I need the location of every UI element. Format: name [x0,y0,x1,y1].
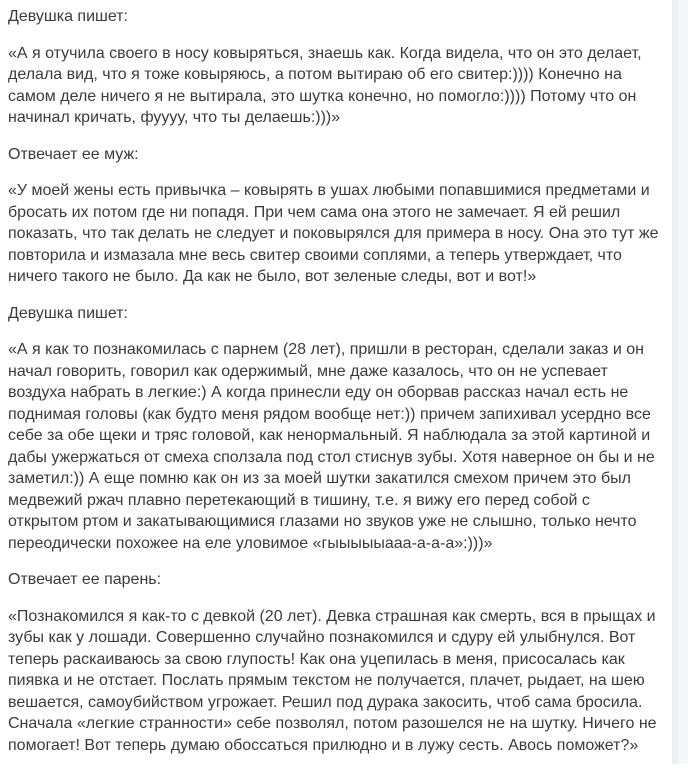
forum-post [8,6,660,129]
post-author-label: Девушка пишет: [8,8,128,25]
forum-post [8,303,660,555]
post-author-label: Девушка пишет: [8,304,128,322]
scrollbar-track[interactable] [672,0,688,764]
post-quote-text: «Познакомился я как-то с девкой (20 лет). Девка страшная как смерть, вся в прыщах и зубы как у лошади. Совершенно случайно познакомился и сдуру ей улыбнулся. Вот теперь раскаиваюсь за свою глупость! Как она уцепилась в меня, присосалась как пиявка и не отстает. Послать прямым текстом не получается, плачет, рыдает, на шею вешается, самоубийством угрожает. Решил под дурака закосить, чтоб сама бросила. Сначала «легкие странности» себе позволял, потом разошелся не на шутку. Ничего не помогает! Вот теперь думаю обоссаться прилюдно и в лужу сесть. Авось поможет?» [8,607,657,754]
post-quote-text: «У моей жены есть привычка – ковырять в ушах любыми попавшимися предметами и бросать их потом где ни попадя. При чем сама она этого не замечает. Я ей решил показать, что так делать не следует и поковырялся для примера в носу. Она это тут же повторила и измазала мне весь свитер своими соплями, а теперь утверждает, что ничего такого не было. Да как не было, вот зеленые следы, вот и вот!» [8,182,659,285]
post-quote-text: «А я отучила своего в носу ковыряться, знаешь как. Когда видела, что он это делает, делала вид, что я тоже ковыряюсь, а потом вытираю об его свитер:)))) Конечно на самом деле ничего я не вытирала, это шутка конечно, но помогло:)))) Потому что он начинал кричать, фуууу, что ты делаешь:)))» [8,44,642,126]
post-author-label: Отвечает ее парень: [8,571,162,588]
post-quote-text: «А я как то познакомилась с парнем (28 лет), пришли в ресторан, сделали заказ и он начал говорить, говорил как одержимый, мне даже казалось, что он не успевает воздуха набрать в легкие:) А когда принесли еду он оборвав рассказ начал есть не поднимая головы (как будто меня рядом вообще нет:)) причем запихивал усердно все себе за обе щеки и тряс головой, как ненормальный. Я наблюдала за этой картиной и дабы ужержаться от смеха сползала под стол стиснув зубы. Хотя наверное он бы и не заметил:)) А еще помню как он из за моей шутки закатился смехом причем это был медвежий ржач плавно перетекающий в тишину, т.е. я вижу его перед собой с открытом ртом и закатывающимися глазами но звуков уже не слышно, только нечто переодически похожее на еле уловимое «гыыыыыааа-а-а-а»:)))» [8,341,655,552]
forum-post [8,144,660,288]
post-author-label: Отвечает ее муж: [8,145,139,163]
forum-post [8,569,660,756]
